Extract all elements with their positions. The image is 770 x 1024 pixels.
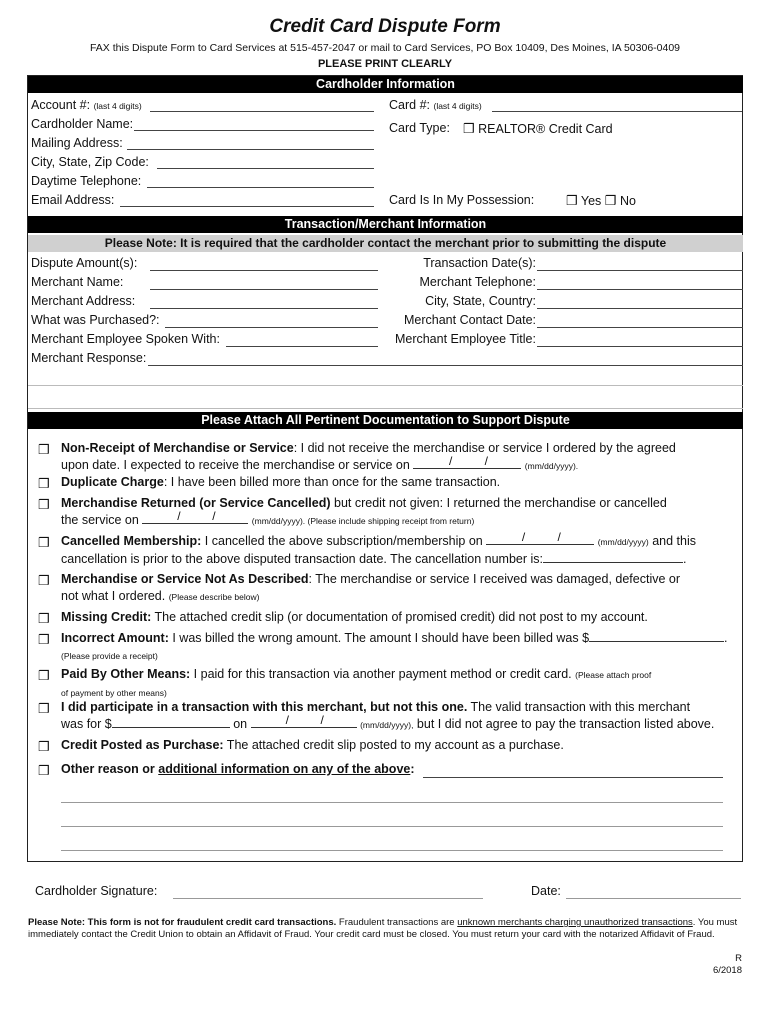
- merchant-telephone-label: Merchant Telephone:: [419, 275, 536, 289]
- form-title: Credit Card Dispute Form: [269, 16, 501, 37]
- possession-label: Card Is In My Possession:: [389, 193, 535, 207]
- reason-participated-text: I did participate in a transaction with this merchant, but not this one. The valid transaction with this merchant was for $ on / / (mm/dd/yyyy), but I did not agree to pay the transaction listed above.: [61, 700, 715, 731]
- cardholder-name-label: Cardholder Name:: [31, 117, 134, 131]
- what-purchased-label: What was Purchased?:: [31, 313, 160, 327]
- date-separator: /: [448, 454, 453, 468]
- reason-other-checkbox[interactable]: ❒: [38, 763, 50, 778]
- fraud-note: Please Note: This form is not for fraudulent credit card transactions. Fraudulent transactions are unknown merchants charging unauthorized transactions. You must immediately contact the Credit Union to obtain an Affidavit of Fraud. Your credit card must be closed. You must return your card with the notarized Affidavit of Fraud.: [28, 917, 738, 940]
- merchant-address-field[interactable]: [150, 308, 378, 309]
- merchant-response-label: Merchant Response:: [31, 351, 147, 365]
- checkbox-icon[interactable]: ❒: [463, 121, 475, 136]
- merchant-telephone-field[interactable]: [537, 289, 743, 290]
- response-line-3[interactable]: [28, 408, 743, 409]
- correct-amount-field[interactable]: [589, 630, 724, 642]
- yes-checkbox[interactable]: ❒: [566, 193, 578, 208]
- signature-date-field[interactable]: [566, 898, 741, 899]
- reason-duplicate-text: Duplicate Charge: I have been billed more than once for the same transaction.: [61, 475, 501, 489]
- city-state-zip-field[interactable]: [157, 168, 374, 169]
- employee-spoken-label: Merchant Employee Spoken With:: [31, 332, 220, 346]
- cancelled-date-field[interactable]: [486, 530, 594, 545]
- documentation-section-header: Please Attach All Pertinent Documentation to Support Dispute: [28, 412, 743, 429]
- date-separator: /: [212, 509, 216, 523]
- reason-incorrect-amount-checkbox[interactable]: ❒: [38, 632, 50, 647]
- reason-incorrect-amount-text: Incorrect Amount: I was billed the wrong amount. The amount I should have been billed was $ . (Please provide a receipt): [61, 631, 728, 661]
- employee-spoken-field[interactable]: [226, 346, 378, 347]
- revision-letter: R: [735, 953, 742, 964]
- merchant-contact-note: Please Note: It is required that the cardholder contact the merchant prior to submitting the dispute: [28, 235, 743, 252]
- other-reason-field[interactable]: [423, 777, 723, 778]
- fax-instructions: FAX this Dispute Form to Card Services at 515-457-2047 or mail to Card Services, PO Box 10409, Des Moines, IA 50306-0409: [89, 42, 681, 54]
- reason-not-described-text: Merchandise or Service Not As Described: The merchandise or service I received was damaged, defective or not what I ordered. (Please describe below): [61, 572, 681, 603]
- merchant-address-label: Merchant Address:: [31, 294, 136, 308]
- merchant-name-field[interactable]: [150, 289, 378, 290]
- account-field[interactable]: [150, 111, 374, 112]
- other-reason-line-2[interactable]: [61, 802, 723, 803]
- response-line-2[interactable]: [28, 385, 743, 386]
- nonreceipt-date-field[interactable]: [413, 454, 521, 469]
- card-number-label: Card #: (last 4 digits): [389, 98, 482, 112]
- date-label: Date:: [531, 884, 561, 898]
- reason-duplicate-checkbox[interactable]: ❒: [38, 476, 50, 491]
- merchant-contact-date-field[interactable]: [537, 327, 743, 328]
- valid-amount-field[interactable]: [112, 716, 230, 728]
- reason-nonreceipt-checkbox[interactable]: ❒: [38, 442, 50, 457]
- city-state-country-label: City, State, Country:: [425, 294, 536, 308]
- revision-date: 6/2018: [712, 965, 742, 976]
- email-label: Email Address:: [31, 193, 115, 207]
- print-clearly-note: PLEASE PRINT CLEARLY: [317, 58, 453, 70]
- card-type-label: Card Type:: [389, 121, 450, 135]
- signature-label: Cardholder Signature:: [35, 884, 158, 898]
- returned-date-field[interactable]: [142, 509, 248, 524]
- what-purchased-field[interactable]: [165, 327, 378, 328]
- other-reason-line-3[interactable]: [61, 826, 723, 827]
- other-reason-line-4[interactable]: [61, 850, 723, 851]
- reason-nonreceipt-text: Non-Receipt of Merchandise or Service: I did not receive the merchandise or service I ordered by the agreed upon date. I expected to receive the merchandise or service on / / (mm/dd/yyyy).: [61, 441, 676, 472]
- employee-title-field[interactable]: [537, 346, 743, 347]
- cardholder-section-header: Cardholder Information: [28, 76, 743, 93]
- reason-cancelled-checkbox[interactable]: ❒: [38, 535, 50, 550]
- date-separator: /: [521, 530, 526, 544]
- valid-date-field[interactable]: [251, 713, 357, 728]
- reason-cancelled-text: Cancelled Membership: I cancelled the above subscription/membership on / / (mm/dd/yyyy) and this cancellation is prior to the above disputed transaction date. The cancellation number is: .: [61, 530, 696, 566]
- reason-participated-checkbox[interactable]: ❒: [38, 701, 50, 716]
- dispute-amount-label: Dispute Amount(s):: [31, 256, 138, 270]
- card-type-option[interactable]: ❒ REALTOR® Credit Card: [463, 121, 613, 136]
- dispute-amount-field[interactable]: [150, 270, 378, 271]
- reason-other-means-text: Paid By Other Means: I paid for this transaction via another payment method or credit card. (Please attach proof of payment by other means): [61, 667, 652, 698]
- daytime-phone-field[interactable]: [147, 187, 374, 188]
- reason-returned-text: Merchandise Returned (or Service Cancelled) but credit not given: I returned the merchandise or cancelled the service on / / (mm/dd/yyyy). (Please include shipping receipt from return): [61, 496, 667, 527]
- reason-credit-posted-text: Credit Posted as Purchase: The attached credit slip posted to my account as a purchase.: [61, 738, 564, 752]
- date-separator: /: [557, 530, 561, 544]
- reason-other-text: Other reason or additional information on any of the above:: [61, 762, 415, 776]
- mailing-address-field[interactable]: [127, 149, 374, 150]
- mailing-address-label: Mailing Address:: [31, 136, 123, 150]
- email-field[interactable]: [120, 206, 374, 207]
- city-state-zip-label: City, State, Zip Code:: [31, 155, 149, 169]
- reason-other-means-checkbox[interactable]: ❒: [38, 668, 50, 683]
- daytime-phone-label: Daytime Telephone:: [31, 174, 142, 188]
- merchant-response-field[interactable]: [148, 365, 743, 366]
- reason-not-described-checkbox[interactable]: ❒: [38, 573, 50, 588]
- transaction-date-label: Transaction Date(s):: [423, 256, 536, 270]
- transaction-section-header: Transaction/Merchant Information: [28, 216, 743, 233]
- signature-field[interactable]: [173, 898, 483, 899]
- date-separator: /: [320, 713, 324, 727]
- account-label: Account #: (last 4 digits): [31, 98, 142, 112]
- city-state-country-field[interactable]: [537, 308, 743, 309]
- reason-missing-credit-text: Missing Credit: The attached credit slip (or documentation of promised credit) did not post to my account.: [61, 610, 648, 624]
- employee-title-label: Merchant Employee Title:: [394, 332, 536, 346]
- possession-options: ❒ Yes ❒ No: [566, 193, 636, 208]
- card-number-field[interactable]: [492, 111, 742, 112]
- no-checkbox[interactable]: ❒: [604, 193, 617, 208]
- merchant-contact-date-label: Merchant Contact Date:: [403, 313, 536, 327]
- reason-missing-credit-checkbox[interactable]: ❒: [38, 611, 50, 626]
- transaction-date-field[interactable]: [537, 270, 743, 271]
- date-separator: /: [177, 509, 181, 523]
- cancellation-number-field[interactable]: [543, 551, 683, 563]
- date-separator: /: [484, 454, 488, 468]
- reason-credit-posted-checkbox[interactable]: ❒: [38, 739, 50, 754]
- merchant-name-label: Merchant Name:: [31, 275, 124, 289]
- cardholder-name-field[interactable]: [134, 130, 374, 131]
- reason-returned-checkbox[interactable]: ❒: [38, 497, 50, 512]
- date-separator: /: [285, 713, 289, 727]
